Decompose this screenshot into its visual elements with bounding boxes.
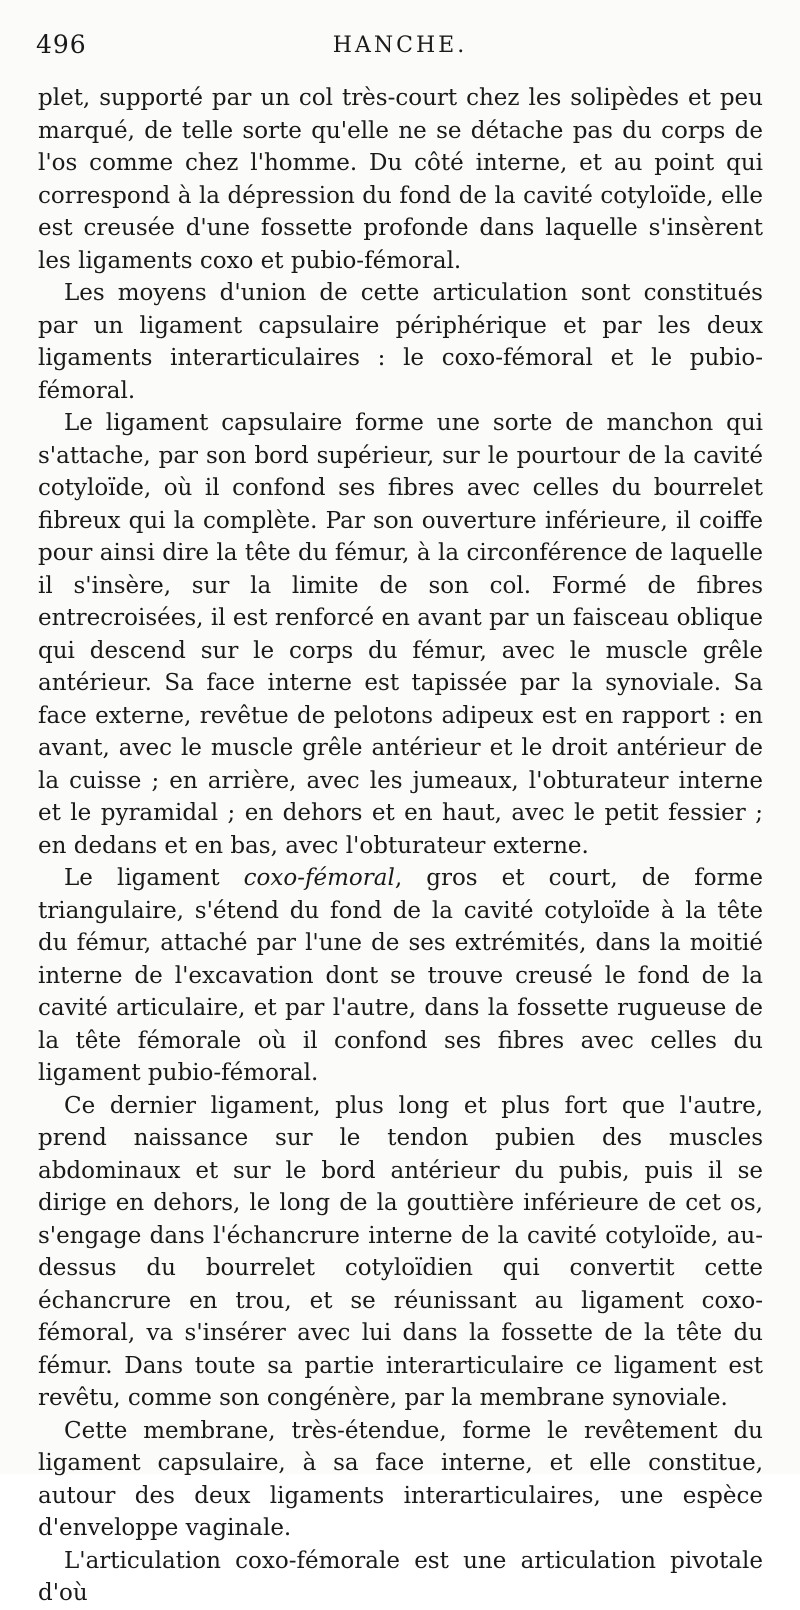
paragraph-text: plet, supporté par un col très-court chez les solipèdes et peu marqué, de telle sorte qu'elle ne se détache pas du corps de l'os comme chez l'homme. Du côté interne, et au point qui correspond à la dépression du fond de la cavité cotyloïde, elle est creusée d'une fossette profonde dans laquelle s'insèrent les ligaments coxo et pubio-fémoral. xyxy=(38,85,763,274)
paragraph-capsular-ligament xyxy=(38,407,763,862)
paragraph-lead: Le ligament xyxy=(64,865,244,891)
body-text xyxy=(38,82,763,1610)
page-number: 496 xyxy=(36,30,87,59)
paragraph-synovial-membrane xyxy=(38,1415,763,1545)
paragraph-text: L'articulation coxo-fémorale est une articulation pivotale d'où xyxy=(38,1547,763,1606)
paragraph-union-means xyxy=(38,277,763,407)
paragraph-text: Les moyens d'union de cette articulation sont constitués par un ligament capsulaire périphérique et par les deux ligaments interarticulaires : le coxo-fémoral et le pubio-fémoral. xyxy=(38,280,763,404)
paragraph-continuation xyxy=(38,82,763,277)
paragraph-articulation-type xyxy=(38,1545,763,1610)
paragraph-pubio-femoral-ligament xyxy=(38,1090,763,1415)
running-title: HANCHE. xyxy=(332,33,468,58)
paragraph-coxo-femoral-ligament xyxy=(38,862,763,1090)
paragraph-emphasis: coxo-fémoral xyxy=(243,865,395,891)
paragraph-text: , gros et court, de forme triangulaire, s'étend du fond de la cavité cotyloïde à la tête du fémur, attaché par l'une de ses extrémités, dans la moitié interne de l'excavation dont se trouve creusé le fond de la cavité articulaire, et par l'autre, dans la fossette rugueuse de la tête fémorale où il confond ses fibres avec celles du ligament pubio-fémoral. xyxy=(38,865,763,1086)
running-head xyxy=(36,30,764,70)
paragraph-text: Ce dernier ligament, plus long et plus fort que l'autre, prend naissance sur le tendon pubien des muscles abdominaux et sur le bord antérieur du pubis, puis il se dirige en dehors, le long de la gouttière inférieure de cet os, s'engage dans l'échancrure interne de la cavité cotyloïde, au-dessus du bourrelet cotyloïdien qui convertit cette échancrure en trou, et se réunissant au ligament coxo-fémoral, va s'insérer avec lui dans la fossette de la tête du fémur. Dans toute sa partie interarticulaire ce ligament est revêtu, comme son congénère, par la membrane synoviale. xyxy=(38,1092,763,1411)
paragraph-text: Le ligament capsulaire forme une sorte de manchon qui s'attache, par son bord supérieur, sur le pourtour de la cavité cotyloïde, où il confond ses fibres avec celles du bourrelet fibreux qui la complète. Par son ouverture inférieure, il coiffe pour ainsi dire la tête du fémur, à la circonférence de laquelle il s'insère, sur la limite de son col. Formé de fibres entrecroisées, il est renforcé en avant par un faisceau oblique qui descend sur le corps du fémur, avec le muscle grêle antérieur. Sa face interne est tapissée par la synoviale. Sa face externe, revêtue de pelotons adipeux est en rapport : en avant, avec le muscle grêle antérieur et le droit antérieur de la cuisse ; en arrière, avec les jumeaux, l'obturateur interne et le pyramidal ; en dehors et en haut, avec le petit fessier ; en dedans et en bas, avec l'obturateur externe. xyxy=(38,410,763,859)
paragraph-text: Cette membrane, très-étendue, forme le revêtement du ligament capsulaire, à sa face interne, et elle constitue, autour des deux ligaments interarticulaires, une espèce d'enveloppe vaginale. xyxy=(38,1417,763,1541)
